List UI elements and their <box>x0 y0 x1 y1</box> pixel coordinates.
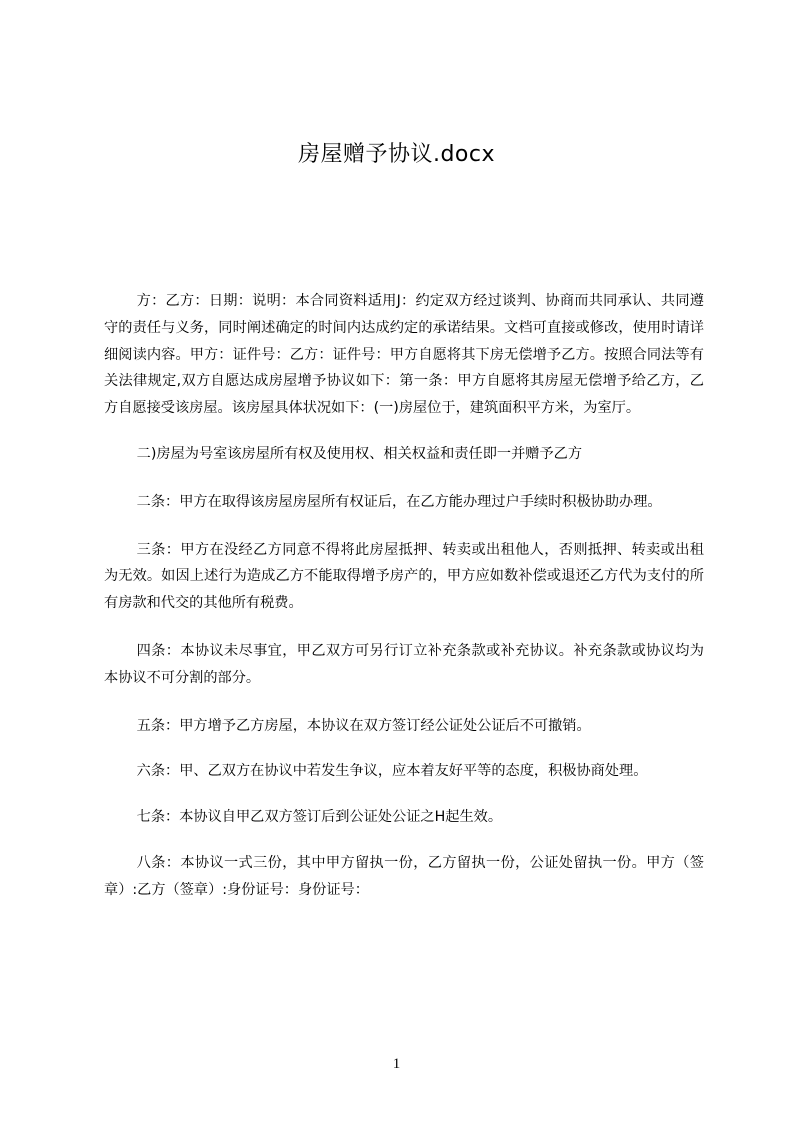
paragraph-article-5: 五条：甲方增予乙方房屋，本协议在双方签订经公证处公证后不可撤销。 <box>136 717 591 734</box>
paragraph-article-4: 四条：本协议未尽事宜，甲乙双方可另行订立补充条款或补充协议。补充条款或协议均为本协议不可分割的部分。 <box>104 642 704 686</box>
paragraph-ownership: 二)房屋为号室该房屋所有权及使用权、相关权益和责任即一并赠予乙方 <box>136 445 583 462</box>
paragraph-article-7: 七条：本协议自甲乙双方签订后到公证处公证之H起生效。 <box>136 809 503 826</box>
paragraph-article-2: 二条：甲方在取得该房屋房屋所有权证后，在乙方能办理过户手续时积极协助办理。 <box>136 493 662 510</box>
paragraph-article-8: 八条：本协议一式三份，其中甲方留执一份，乙方留执一份，公证处留执一份。甲方（签章）:乙方（签章）:身份证号：身份证号： <box>104 854 704 898</box>
page-number: 1 <box>392 1056 401 1072</box>
paragraph-article-3: 三条：甲方在没经乙方同意不得将此房屋抵押、转卖或出租他人，否则抵押、转卖或出租为无效。如因上述行为造成乙方不能取得增予房产的，甲方应如数补偿或退还乙方代为支付的所有房款和代交的其他所有税费。 <box>104 541 704 612</box>
document-body <box>104 288 704 904</box>
paragraph-intro: 方：乙方：日期：说明：本合同资料适用J：约定双方经过谈判、协商而共同承认、共同遵守的责任与义务，同时阐述确定的时间内达成约定的承诺结果。文档可直接或修改，使用时请详细阅读内容。甲方：证件号：乙方：证件号：甲方自愿将其下房无偿增予乙方。按照合同法等有关法律规定,双方自愿达成房屋增予协议如下：第一条：甲方自愿将其房屋无偿增予给乙方，乙方自愿接受该房屋。该房屋具体状况如下：(一)房屋位于，建筑面积平方米，为室厅。 <box>104 293 704 417</box>
paragraph-article-6: 六条：甲、乙双方在协议中若发生争议，应本着友好平等的态度，积极协商处理。 <box>136 763 648 780</box>
document-title: 房屋赠予协议.docx <box>297 142 496 167</box>
